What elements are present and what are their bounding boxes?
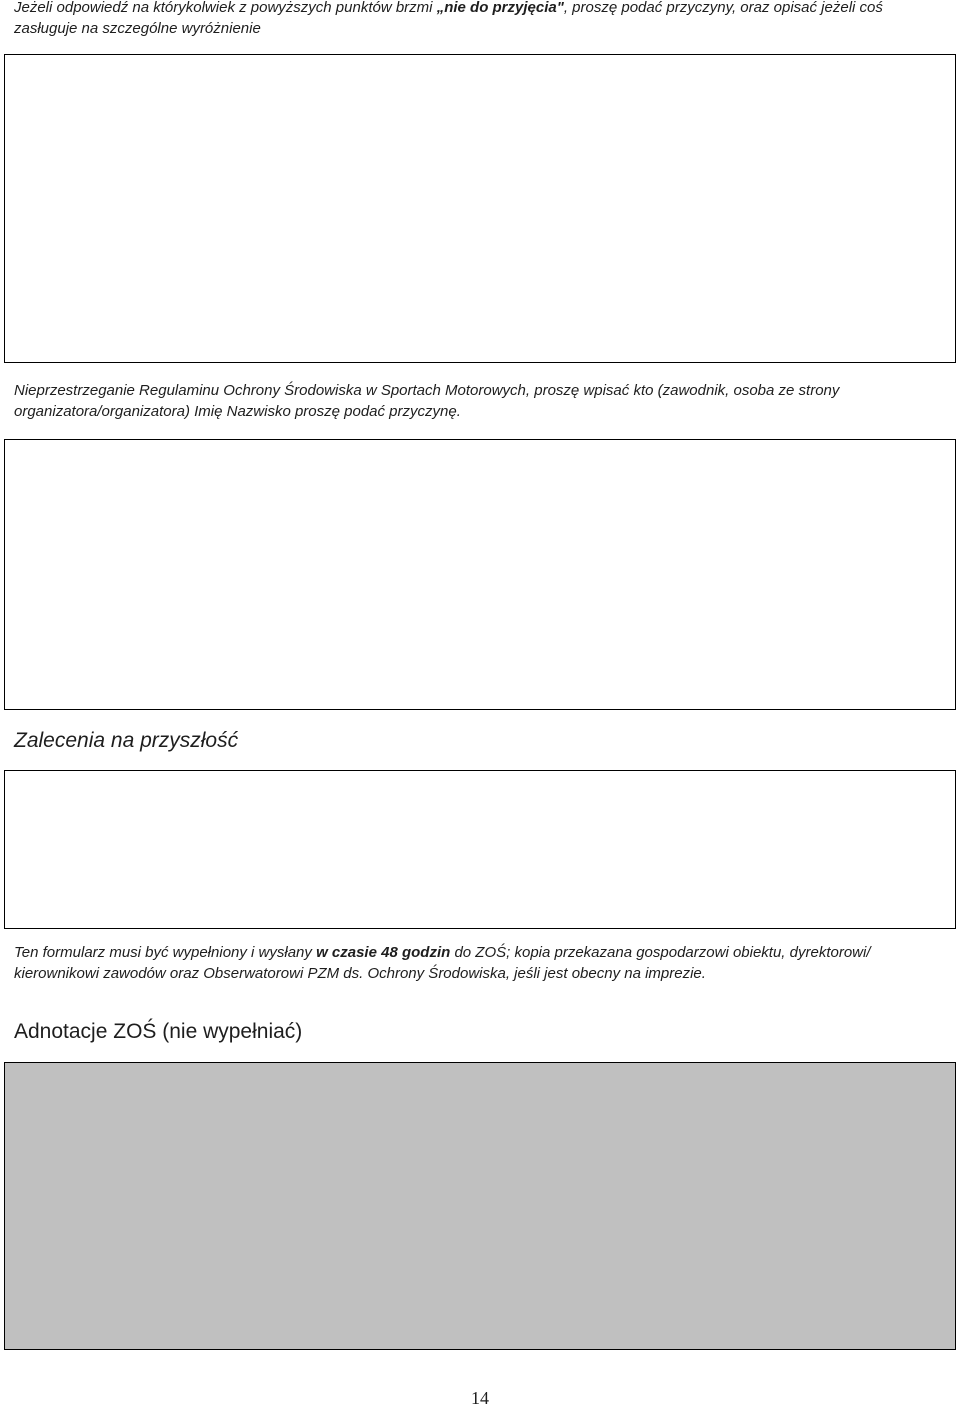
submission-text-1: Ten formularz musi być wypełniony i wysłany <box>14 944 312 961</box>
intro-text-1: Jeżeli odpowiedź na którykolwiek z powyższych punktów brzmi <box>14 0 433 16</box>
intro-text-2: , proszę podać przyczyny, oraz opisać jeżeli coś zasługuje na szczególne wyróżnienie <box>14 0 883 37</box>
recommendations-answer-box[interactable] <box>4 770 956 929</box>
submission-note <box>14 942 949 984</box>
submission-emphasis: w czasie 48 godzin <box>316 944 451 961</box>
intro-paragraph <box>14 0 949 39</box>
violation-answer-box[interactable] <box>4 439 956 710</box>
recommendations-heading: Zalecenia na przyszłość <box>14 729 239 752</box>
annotations-heading: Adnotacje ZOŚ (nie wypełniać) <box>14 1020 303 1043</box>
reasons-answer-box[interactable] <box>4 54 956 363</box>
violation-prompt: Nieprzestrzeganie Regulaminu Ochrony Środowiska w Sportach Motorowych, proszę wpisać kto (zawodnik, osoba ze strony organizatora/organizatora) Imię Nazwisko proszę podać przyczynę. <box>14 382 840 420</box>
annotations-box <box>4 1062 956 1350</box>
intro-emphasis: „nie do przyjęcia" <box>436 0 564 16</box>
page-number: 14 <box>471 1388 489 1408</box>
submission-text-2: do ZOŚ; kopia przekazana gospodarzowi obiektu, dyrektorowi/ kierownikowi zawodów oraz Obserwatorowi PZM ds. Ochrony Środowiska, jeśli jest obecny na imprezie. <box>14 944 871 982</box>
